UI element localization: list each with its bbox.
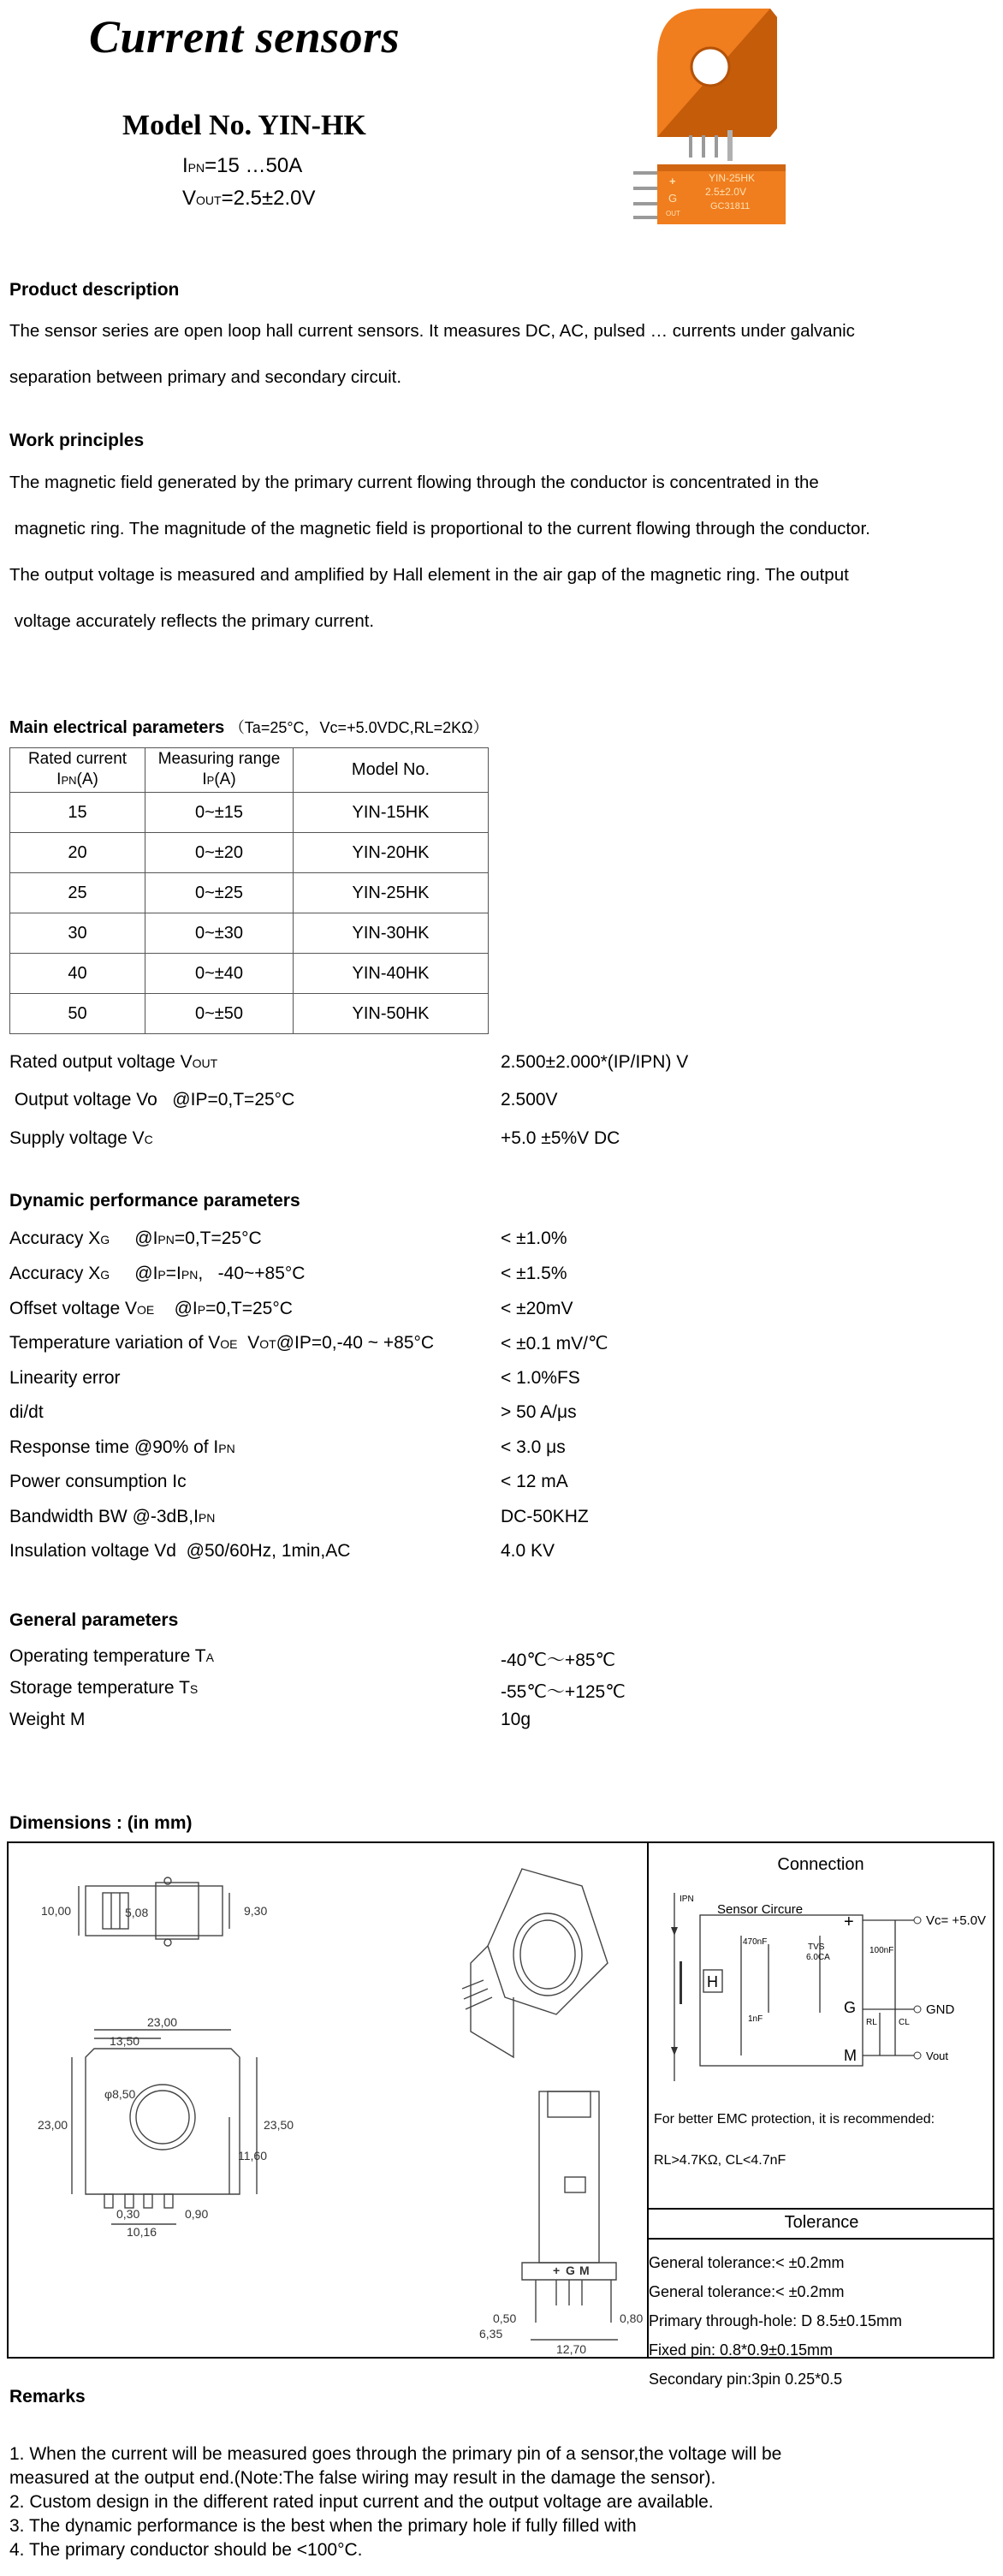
dim-080: 0,80	[620, 2311, 644, 2325]
table-row: 30 0~±30 YIN-30HK	[10, 913, 489, 954]
accuracy-value-2: < ±1.5%	[501, 1264, 567, 1283]
tolerance-line5: Secondary pin:3pin 0.25*0.5	[649, 2371, 843, 2388]
tolerance-line4: Fixed pin: 0.8*0.9±0.15mm	[649, 2341, 833, 2359]
remark-1b: measured at the output end.(Note:The false wiring may result in the damage the sensor).	[9, 2468, 716, 2488]
g-label: G	[844, 1999, 857, 2016]
pin-m: M	[579, 2264, 590, 2277]
table-row: 40 0~±40 YIN-40HK	[10, 954, 489, 994]
dimensions-box	[7, 1841, 994, 2359]
m-label: M	[844, 2047, 857, 2064]
header-rated-current: Rated current IPN(A)	[10, 748, 145, 793]
linearity-label: Linearity error	[9, 1368, 121, 1388]
temp-variation-value: < ±0.1 mV/℃	[501, 1334, 608, 1353]
remark-2: 2. Custom design in the different rated input current and the output voltage are available.	[9, 2492, 714, 2512]
bandwidth-label: Bandwidth BW @-3dB,IPN	[9, 1507, 216, 1526]
weight-label: Weight M	[9, 1710, 86, 1729]
offset-voltage-label: Offset voltage VOE @IP=0,T=25°C	[9, 1299, 293, 1318]
rated-current-table	[9, 747, 489, 1034]
rl-label: RL	[866, 2018, 877, 2027]
vout-range: VOUT=2.5±2.0V	[182, 187, 316, 210]
dim-5: 5,08	[125, 1906, 149, 1919]
table-row: 50 0~±50 YIN-50HK	[10, 994, 489, 1034]
accuracy-value-1: < ±1.0%	[501, 1229, 567, 1248]
storage-temp-value: -55℃～+125℃	[501, 1682, 626, 1702]
output-voltage-label: Output voltage Vo @IP=0,T=25°C	[9, 1090, 295, 1110]
page-title: Current sensors	[89, 11, 401, 62]
tvs-label: TVS	[808, 1942, 825, 1952]
vout-label: Vout	[926, 2049, 949, 2062]
tvs2-label: 6.0CA	[806, 1953, 830, 1962]
pin-g-label: G	[668, 192, 678, 205]
dim-13: 13,50	[110, 2034, 140, 2048]
remark-3: 3. The dynamic performance is the best when the primary hole if fully filled with	[9, 2516, 637, 2536]
cl-label: CL	[899, 2018, 910, 2027]
rated-output-label: Rated output voltage VOUT	[9, 1052, 218, 1072]
work-principles-line3: The output voltage is measured and amplified by Hall element in the air gap of the magnetic ring. The output	[9, 565, 849, 585]
dim-10: 10,00	[41, 1904, 72, 1918]
vc-label: Vc= +5.0V	[926, 1913, 987, 1928]
c470-label: 470nF	[743, 1937, 768, 1947]
c100-label: 100nF	[869, 1946, 894, 1955]
output-voltage-value: 2.500V	[501, 1090, 558, 1110]
c1-label: 1nF	[748, 2014, 763, 2024]
ipn-range: IPN=15 …50A	[182, 154, 303, 177]
tolerance-line2: General tolerance:< ±0.2mm	[649, 2283, 845, 2300]
table-row: 25 0~±25 YIN-25HK	[10, 873, 489, 913]
pin-out-label: OUT	[666, 210, 680, 217]
remarks-heading: Remarks	[9, 2387, 86, 2406]
didt-label: di/dt	[9, 1402, 44, 1422]
dim-9: 9,30	[244, 1904, 268, 1918]
product-label-line1: YIN-25HK	[709, 172, 756, 184]
work-principles-line1: The magnetic field generated by the primary current flowing through the conductor is concentrated in the	[9, 473, 819, 492]
emc-note: For better EMC protection, it is recommended:	[654, 2112, 935, 2127]
dimension-drawing	[9, 1843, 645, 2357]
table-header-row	[10, 748, 489, 793]
sensor-circuit-label: Sensor Circure	[717, 1902, 804, 1917]
remark-4: 4. The primary conductor should be <100°C.	[9, 2540, 363, 2560]
general-heading: General parameters	[9, 1610, 179, 1630]
product-description-line2: separation between primary and secondary circuit.	[9, 367, 402, 387]
remark-1a: 1. When the current will be measured goes through the primary pin of a sensor,the voltage will be	[9, 2444, 782, 2464]
response-time-label: Response time @90% of IPN	[9, 1437, 235, 1457]
tolerance-line3: Primary through-hole: D 8.5±0.15mm	[649, 2312, 902, 2329]
bandwidth-value: DC-50KHZ	[501, 1507, 589, 1526]
dim-phi: φ8,50	[104, 2087, 136, 2101]
power-consumption-value: < 12 mA	[501, 1472, 568, 1491]
offset-voltage-value: < ±20mV	[501, 1299, 573, 1318]
product-description-heading: Product description	[9, 280, 180, 300]
pin-g: G	[566, 2264, 575, 2277]
dim-635: 6,35	[479, 2327, 503, 2341]
work-principles-line4: voltage accurately reflects the primary current.	[9, 611, 375, 631]
primary-hole	[691, 48, 729, 86]
weight-value: 10g	[501, 1710, 531, 1729]
header-model-no: Model No.	[294, 748, 489, 793]
dim-23c: 23,50	[264, 2118, 294, 2132]
dimensions-heading: Dimensions : (in mm)	[9, 1813, 193, 1833]
h-label: H	[707, 1973, 718, 1990]
accuracy-label-1: Accuracy XG @IPN=0,T=25°C	[9, 1229, 262, 1248]
pin-plus-label: +	[669, 175, 676, 187]
connection-circuit	[649, 1884, 993, 2098]
operating-temp-value: -40℃～+85℃	[501, 1651, 616, 1670]
work-principles-heading: Work principles	[9, 431, 145, 450]
plus-label: +	[844, 1913, 854, 1931]
product-label-line3: GC31811	[710, 201, 751, 211]
product-label-line2: 2.5±2.0V	[705, 186, 746, 198]
dim-090: 0,90	[185, 2207, 209, 2221]
dynamic-heading: Dynamic performance parameters	[9, 1191, 300, 1211]
ipn-label: IPN	[680, 1895, 694, 1904]
response-time-value: < 3.0 μs	[501, 1437, 566, 1457]
header-measuring-range: Measuring range IP(A)	[145, 748, 294, 793]
supply-voltage-label: Supply voltage VC	[9, 1128, 153, 1148]
rated-output-value: 2.500±2.000*(IP/IPN) V	[501, 1052, 689, 1072]
main-params-heading: Main electrical parameters （Ta=25°C，Vc=+5.0VDC,RL=2KΩ）	[9, 718, 489, 737]
tolerance-line1: General tolerance:< ±0.2mm	[649, 2254, 845, 2271]
didt-value: > 50 A/μs	[501, 1402, 577, 1422]
tolerance-title: Tolerance	[784, 2213, 859, 2232]
power-consumption-label: Power consumption Ic	[9, 1472, 187, 1491]
insulation-value: 4.0 KV	[501, 1541, 555, 1561]
model-number: Model No. YIN-HK	[122, 110, 366, 141]
product-description-line1: The sensor series are open loop hall current sensors. It measures DC, AC, pulsed … currents under galvanic	[9, 321, 855, 341]
gnd-label: GND	[926, 2002, 955, 2017]
connection-panel	[649, 1843, 993, 2210]
emc-values: RL>4.7KΩ, CL<4.7nF	[654, 2153, 786, 2168]
pin-plus: +	[553, 2264, 561, 2277]
storage-temp-label: Storage temperature TS	[9, 1678, 199, 1698]
table-row: 20 0~±20 YIN-20HK	[10, 833, 489, 873]
supply-voltage-value: +5.0 ±5%V DC	[501, 1128, 620, 1148]
linearity-value: < 1.0%FS	[501, 1368, 580, 1388]
temp-variation-label: Temperature variation of VOE VOT@IP=0,-40 ~ +85°C	[9, 1333, 435, 1353]
dim-11: 11,60	[238, 2149, 267, 2163]
dim-23b: 23,00	[38, 2118, 68, 2132]
insulation-label: Insulation voltage Vd @50/60Hz, 1min,AC	[9, 1541, 351, 1561]
connection-title: Connection	[777, 1855, 864, 1874]
dim-1016: 10,16	[127, 2225, 157, 2239]
dim-030: 0,30	[116, 2207, 140, 2221]
dim-1270: 12,70	[556, 2342, 587, 2356]
product-photo	[599, 0, 839, 240]
dim-050: 0,50	[493, 2311, 517, 2325]
work-principles-line2: magnetic ring. The magnitude of the magnetic field is proportional to the current flowing through the conductor.	[9, 519, 870, 538]
operating-temp-label: Operating temperature TA	[9, 1646, 214, 1666]
accuracy-label-2: Accuracy XG @IP=IPN, -40~+85°C	[9, 1264, 306, 1283]
dim-23a: 23,00	[147, 2015, 178, 2029]
table-row: 15 0~±15 YIN-15HK	[10, 793, 489, 833]
